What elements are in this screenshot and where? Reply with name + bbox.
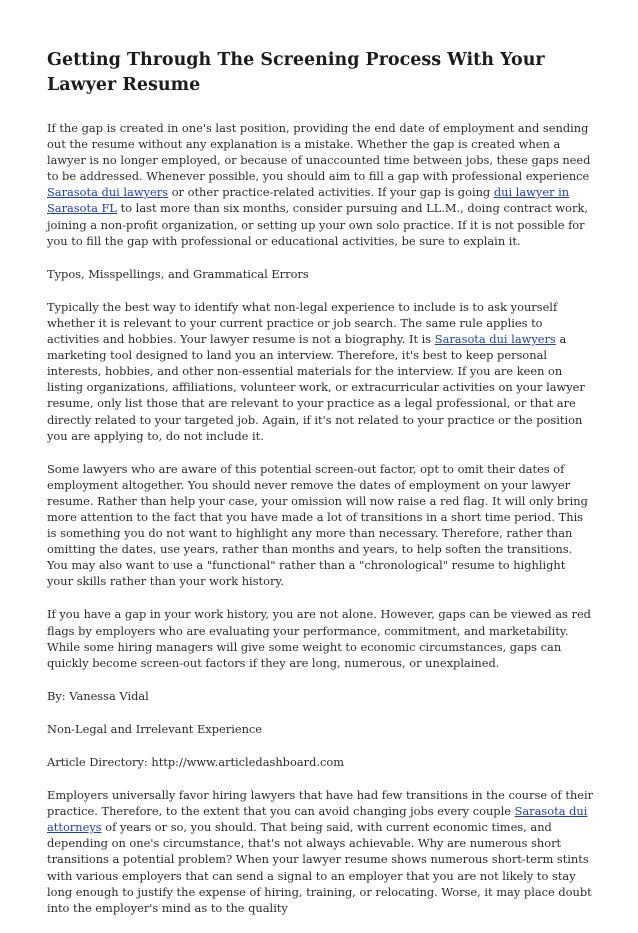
section-heading-typos: Typos, Misspellings, and Grammatical Errors — [47, 266, 309, 281]
text-run: a marketing tool designed to land you an interview. Therefore, it's best to keep personal interests, hobbies, and other non-essential materials for the interview. If you are keen on listing organizations, affiliations, volunteer work, or extracurricular activities on your lawyer resume, only list those that are relevant to your practice as a legal professional, or that are directly related to your targeted job. Again, if it's not related to your practice or the position you are applying to, do not include it. — [47, 332, 585, 443]
page-title: Getting Through The Screening Process With Your Lawyer Resume — [47, 50, 545, 95]
link-dui-lawyer-sarasota-fl[interactable]: dui lawyer in Sarasota FL — [47, 185, 570, 216]
paragraph-work-history-gap: If you have a gap in your work history, you are not alone. However, gaps can be viewed as red flags by employers who are evaluating your performance, commitment, and marketability. While some hiring managers will give some weight to economic circumstances, gaps can quickly become screen-out factors if they are long, numerous, or unexplained. — [47, 607, 591, 670]
text-run: of years or so, you should. That being said, with current economic times, and depending on one's circumstance, that's not always achievable. Why are numerous short transitions a potential problem? When your lawyer resume shows numerous short-term stints with various employers that can send a signal to an employer that you are not likely to stay long enough to justify the expense of hiring, training, or relocating. Worse, it may place doubt into the employer's mind as to the quality — [47, 820, 592, 915]
text-run: Employers universally favor hiring lawyers that have had few transitions in the course of their practice. Therefore, to the extent that you can avoid changing jobs every couple — [47, 788, 594, 819]
author-byline: By: Vanessa Vidal — [47, 688, 149, 703]
document-page — [47, 48, 595, 933]
paragraph-transitions — [47, 787, 595, 916]
text-run: If the gap is created in one's last position, providing the end date of employment and sending out the resume without any explanation is a mistake. Whether the gap is created when a lawyer is no longer employed, or because of unaccounted time between jobs, these gaps need to be addressed. Whenever possible, you should aim to fill a gap with professional experience — [47, 121, 591, 184]
paragraph-gap-last-position — [47, 120, 595, 249]
link-sarasota-dui-attorneys[interactable]: Sarasota dui attorneys — [47, 804, 588, 835]
text-run: to last more than six months, consider pursuing and LL.M., doing contract work, joining a non-profit organization, or setting up your own solo practice. If it is not possible for you to fill the gap with professional or educational activities, be sure to explain it. — [47, 201, 589, 248]
text-run: or other practice-related activities. If your gap is going — [168, 185, 494, 200]
link-sarasota-dui-lawyers[interactable]: Sarasota dui lawyers — [47, 185, 169, 200]
paragraph-non-legal-experience — [47, 299, 595, 444]
paragraph-dates-of-employment: Some lawyers who are aware of this potential screen-out factor, opt to omit their dates of employment altogether. You should never remove the dates of employment on your lawyer resume. Rather than help your case, your omission will now raise a red flag. It will only bring more attention to the fact that you have made a lot of transitions in a short time period. This is something you do not want to highlight any more than necessary. Therefore, rather than omitting the dates, use years, rather than months and years, to help soften the transitions. You may also want to use a "functional" rather than a "chronological" resume to highlight your skills rather than your work history. — [47, 461, 588, 589]
link-sarasota-dui-lawyers-2[interactable]: Sarasota dui lawyers — [434, 332, 556, 347]
text-run: Typically the best way to identify what non-legal experience to include is to ask yourself whether it is relevant to your current practice or job search. The same rule applies to activities and hobbies. Your lawyer resume is not a biography. It is — [47, 299, 558, 347]
section-heading-non-legal: Non-Legal and Irrelevant Experience — [47, 721, 263, 736]
article-directory: Article Directory: http://www.articledashboard.com — [47, 755, 345, 769]
